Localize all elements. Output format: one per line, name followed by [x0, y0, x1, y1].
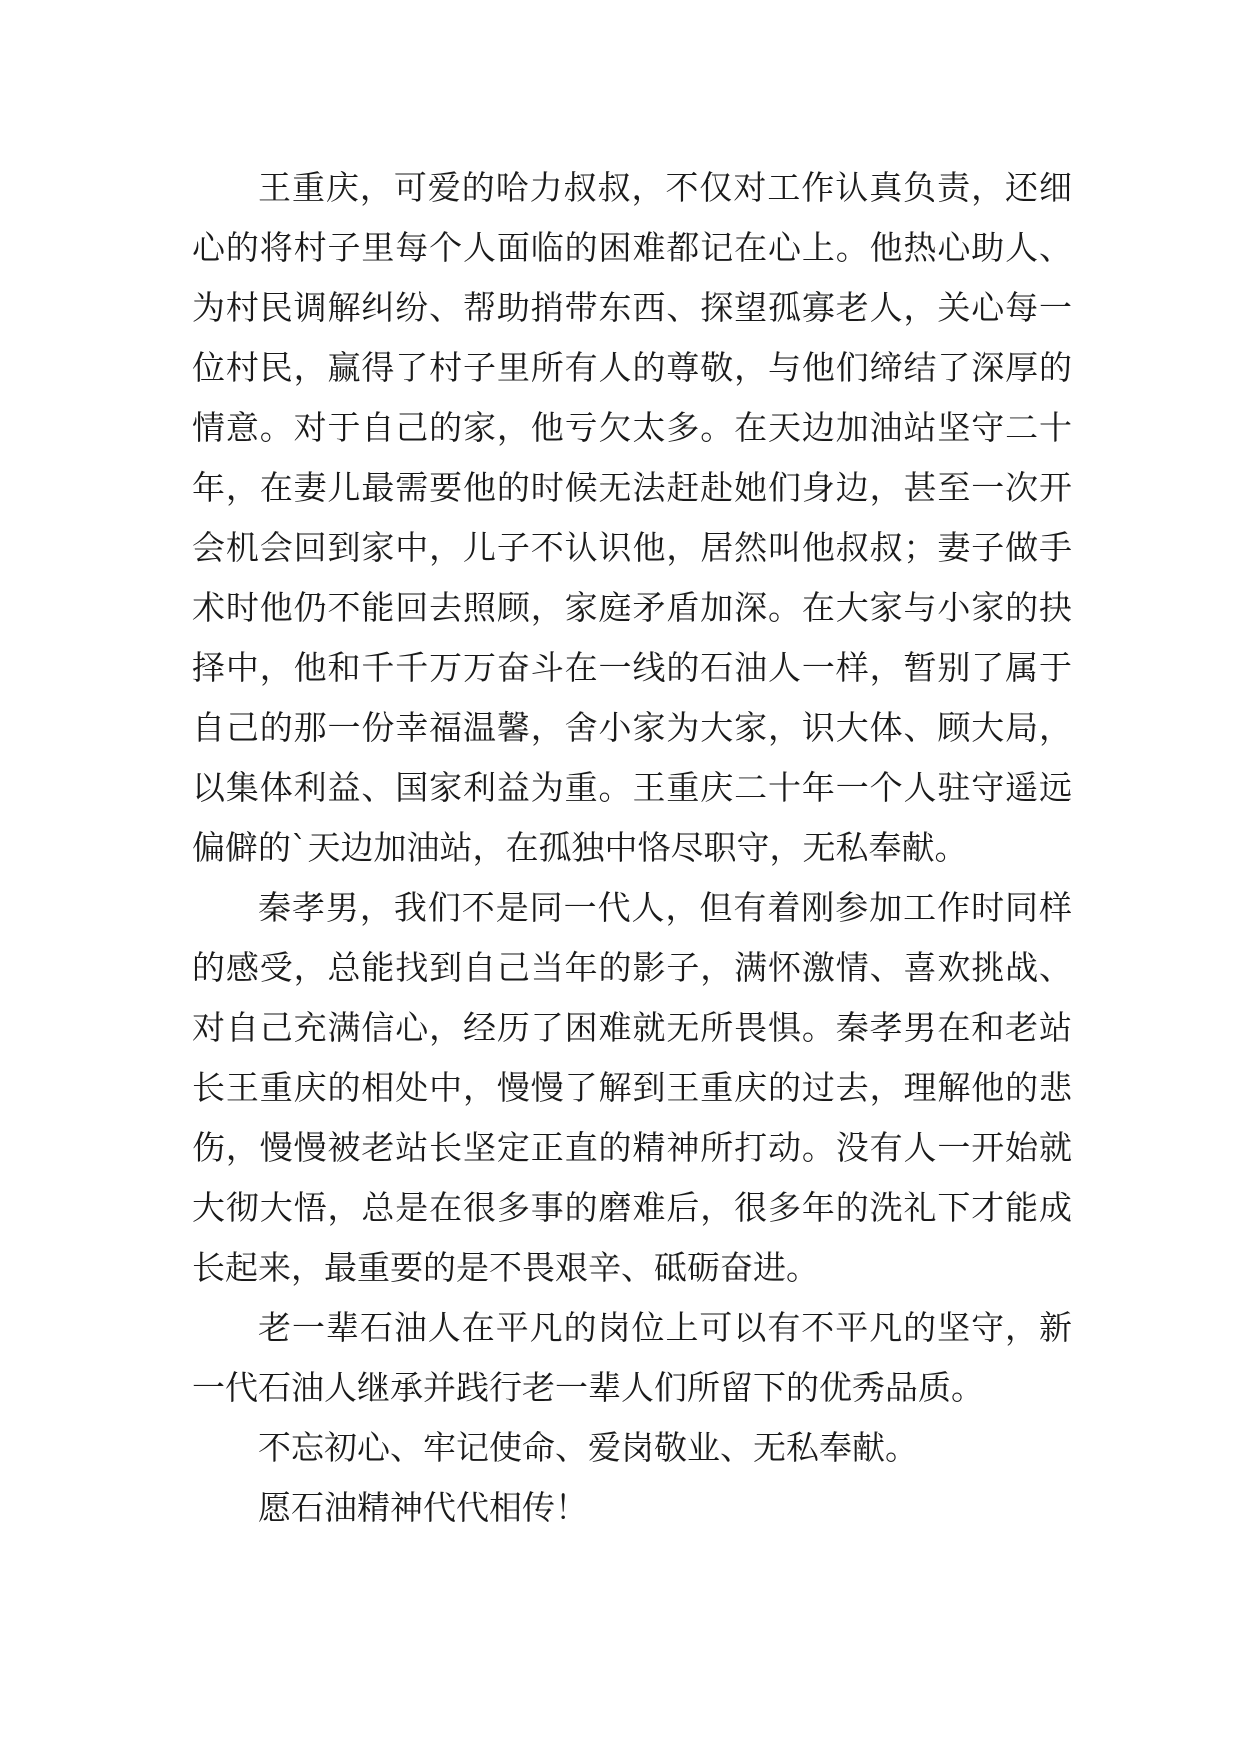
paragraph-line: 长王重庆的相处中，慢慢了解到王重庆的过去，理解他的悲: [192, 1068, 1072, 1107]
paragraph-line: 一代石油人继承并践行老一辈人们所留下的优秀品质。: [192, 1368, 984, 1407]
paragraph-line: 偏僻的`天边加油站，在孤独中恪尽职守，无私奉献。: [192, 828, 968, 867]
paragraph-line: 术时他仍不能回去照顾，家庭矛盾加深。在大家与小家的抉: [192, 588, 1072, 627]
paragraph-line: 愿石油精神代代相传！: [258, 1488, 588, 1527]
paragraph-line: 自己的那一份幸福温馨，舍小家为大家，识大体、顾大局，: [192, 708, 1072, 747]
paragraph-line: 长起来，最重要的是不畏艰辛、砥砺奋进。: [192, 1248, 819, 1287]
paragraph-line: 的感受，总能找到自己当年的影子，满怀激情、喜欢挑战、: [192, 948, 1072, 987]
paragraph-line: 王重庆，可爱的哈力叔叔，不仅对工作认真负责，还细: [258, 168, 1072, 207]
paragraph-line: 伤，慢慢被老站长坚定正直的精神所打动。没有人一开始就: [192, 1128, 1072, 1167]
paragraph-line: 会机会回到家中，儿子不认识他，居然叫他叔叔；妻子做手: [192, 528, 1072, 567]
paragraph-line: 对自己充满信心，经历了困难就无所畏惧。秦孝男在和老站: [192, 1008, 1072, 1047]
paragraph-line: 以集体利益、国家利益为重。王重庆二十年一个人驻守遥远: [192, 768, 1072, 807]
paragraph-line: 心的将村子里每个人面临的困难都记在心上。他热心助人、: [192, 228, 1072, 267]
paragraph-line: 年，在妻儿最需要他的时候无法赶赴她们身边，甚至一次开: [192, 468, 1072, 507]
paragraph-line: 大彻大悟，总是在很多事的磨难后，很多年的洗礼下才能成: [192, 1188, 1072, 1227]
paragraph-line: 老一辈石油人在平凡的岗位上可以有不平凡的坚守，新: [258, 1308, 1072, 1347]
paragraph-line: 位村民，赢得了村子里所有人的尊敬，与他们缔结了深厚的: [192, 348, 1072, 387]
paragraph-line: 为村民调解纠纷、帮助捎带东西、探望孤寡老人，关心每一: [192, 288, 1072, 327]
paragraph-line: 秦孝男，我们不是同一代人，但有着刚参加工作时同样: [258, 888, 1072, 927]
body-text: [192, 158, 1072, 1538]
paragraph-line: 情意。对于自己的家，他亏欠太多。在天边加油站坚守二十: [192, 408, 1072, 447]
paragraph-line: 择中，他和千千万万奋斗在一线的石油人一样，暂别了属于: [192, 648, 1072, 687]
paragraph-line: 不忘初心、牢记使命、爱岗敬业、无私奉献。: [258, 1428, 918, 1467]
